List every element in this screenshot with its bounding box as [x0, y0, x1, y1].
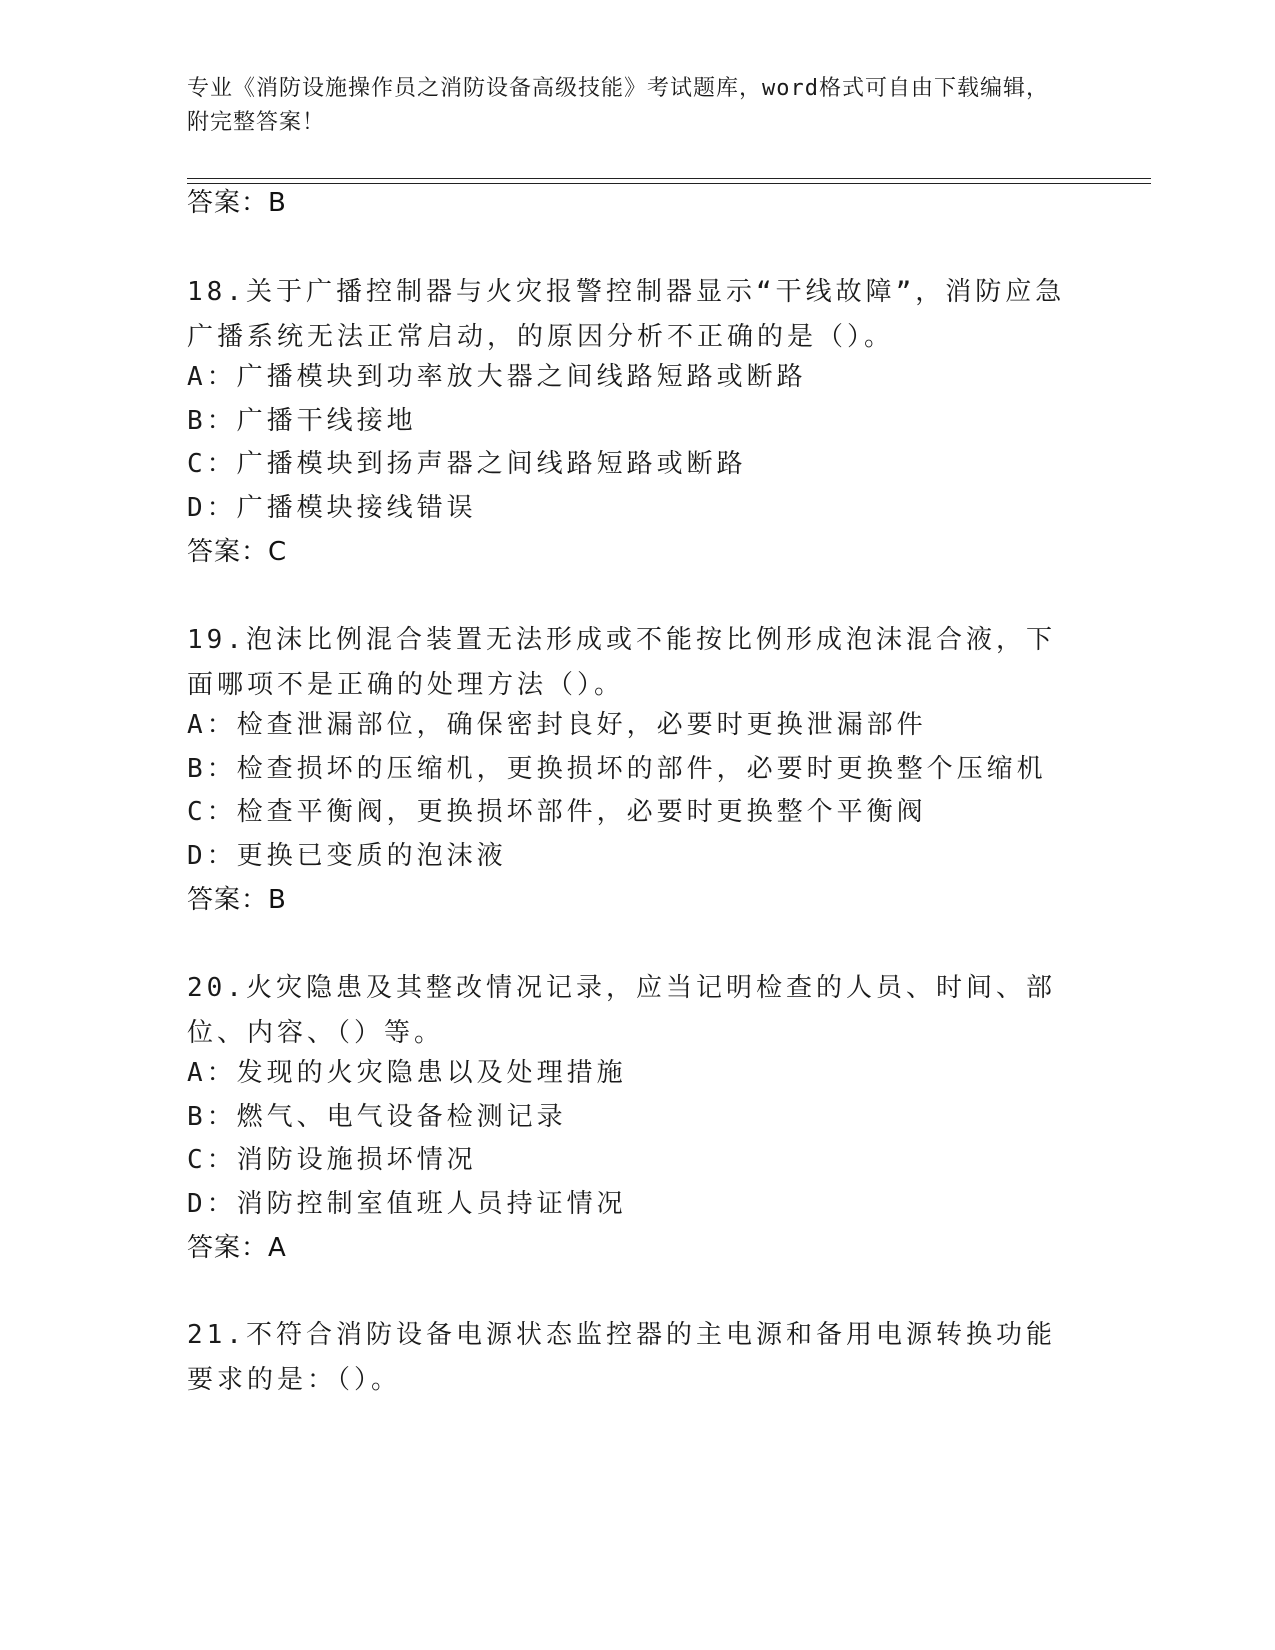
- header-divider-bottom: [187, 183, 1151, 184]
- question-21-stem: 21.不符合消防设备电源状态监控器的主电源和备用电源转换功能要求的是：（）。: [187, 1320, 1056, 1395]
- header-divider-top: [187, 178, 1151, 179]
- question-19-option-c: C：检查平衡阀，更换损坏部件，必要时更换整个平衡阀: [187, 797, 927, 827]
- question-19-answer: 答案：B: [187, 885, 287, 915]
- question-20-option-c: C：消防设施损坏情况: [187, 1145, 477, 1175]
- question-18-option-d: D：广播模块接线错误: [187, 493, 477, 523]
- question-18-option-b: B：广播干线接地: [187, 406, 417, 436]
- question-18-option-c: C：广播模块到扬声器之间线路短路或断路: [187, 449, 747, 479]
- question-18-answer: 答案：C: [187, 537, 288, 567]
- question-20-option-d: D：消防控制室值班人员持证情况: [187, 1189, 627, 1219]
- question-20-option-b: B：燃气、电气设备检测记录: [187, 1102, 567, 1132]
- question-19-option-d: D：更换已变质的泡沫液: [187, 841, 507, 871]
- question-18-stem: 18.关于广播控制器与火灾报警控制器显示“干线故障”，消防应急广播系统无法正常启动，的原因分析不正确的是（）。: [187, 277, 1066, 352]
- question-19-option-b: B：检查损坏的压缩机，更换损坏的部件，必要时更换整个压缩机: [187, 754, 1047, 784]
- question-20-stem: 20.火灾隐患及其整改情况记录，应当记明检查的人员、时间、部位、内容、（）等。: [187, 973, 1056, 1048]
- question-19-option-a: A：检查泄漏部位，确保密封良好，必要时更换泄漏部件: [187, 710, 927, 740]
- document-header: 专业《消防设施操作员之消防设备高级技能》考试题库，word格式可自由下载编辑，附完整答案！: [187, 76, 1049, 135]
- previous-answer: 答案：B: [187, 188, 287, 218]
- question-20-answer: 答案：A: [187, 1233, 287, 1263]
- question-20-option-a: A：发现的火灾隐患以及处理措施: [187, 1058, 627, 1088]
- question-19-stem: 19.泡沫比例混合装置无法形成或不能按比例形成泡沫混合液，下面哪项不是正确的处理方法（）。: [187, 625, 1056, 700]
- question-18-option-a: A：广播模块到功率放大器之间线路短路或断路: [187, 362, 807, 392]
